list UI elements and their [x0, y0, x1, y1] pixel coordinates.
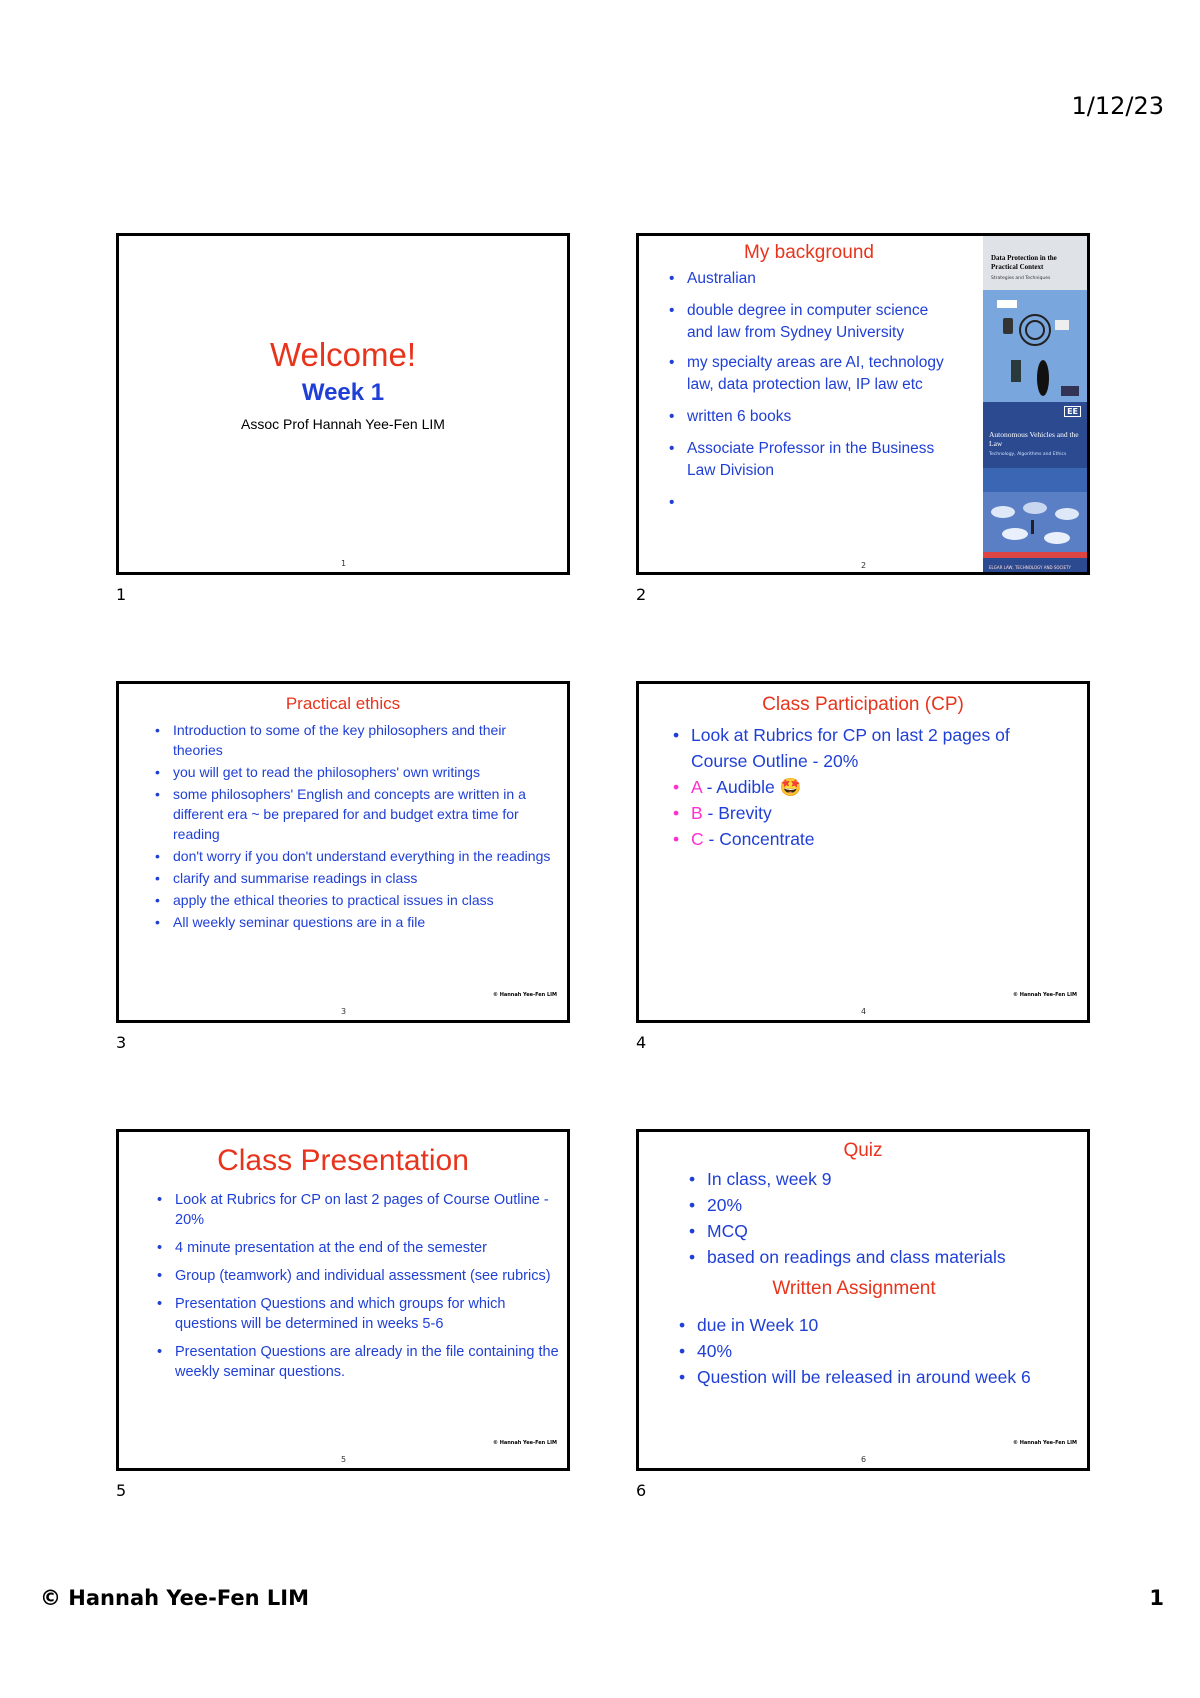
bullet-list: [157, 1190, 560, 1382]
book-title: Autonomous Vehicles and the Law: [989, 430, 1079, 448]
slide-label: 3: [116, 1033, 127, 1052]
list-item: • my specialty areas are AI, technology law, data protection law, IP law etc: [669, 354, 944, 393]
slide-1: [116, 233, 570, 575]
list-item: • Presentation Questions are already in the file containing the weekly seminar questions.: [157, 1344, 559, 1380]
slide-subheading: Written Assignment: [772, 1278, 936, 1299]
bullet-list: [669, 268, 957, 514]
slide-3: [116, 681, 570, 1023]
bullet-icon: •: [157, 1344, 163, 1360]
book-cover-data-protection: [983, 236, 1087, 402]
list-item: • due in Week 10: [697, 1312, 1077, 1338]
bullet-list: [689, 1166, 1067, 1270]
slide-title: Practical ethics: [285, 694, 401, 713]
list-item: • Australian: [687, 268, 957, 290]
slide-5: [116, 1129, 570, 1471]
slide-6: [636, 1129, 1090, 1471]
list-item: • double degree in computer science and law from Sydney University: [669, 302, 929, 341]
bullet-list: [155, 720, 558, 932]
slide-label: 5: [116, 1481, 127, 1500]
slide-page-number: 3: [341, 1007, 347, 1016]
bullet-icon: •: [155, 722, 160, 738]
list-item: • Look at Rubrics for CP on last 2 pages of Course Outline - 20%: [157, 1192, 549, 1228]
list-item: • apply the ethical theories to practical issues in class: [155, 892, 494, 908]
presenter-name: Assoc Prof Hannah Yee-Fen LIM: [241, 416, 445, 432]
list-item: [669, 492, 957, 514]
star-struck-emoji-icon: 🤩: [779, 777, 802, 797]
list-item: • Group (teamwork) and individual assessment (see rubrics): [157, 1268, 551, 1284]
slide-subtitle: Week 1: [301, 379, 385, 406]
slide-4: [636, 681, 1090, 1023]
list-item: • Presentation Questions and which groups for which questions will be determined in weeks 5-6: [157, 1296, 506, 1332]
list-item: • All weekly seminar questions are in a file: [155, 914, 426, 930]
slide-label: 4: [636, 1033, 647, 1052]
bullet-icon: •: [669, 302, 675, 319]
slide-2: [636, 233, 1090, 575]
list-item: • clarify and summarise readings in class: [155, 870, 418, 886]
book-badge: EE: [1064, 406, 1081, 417]
bullet-list: [673, 722, 1071, 852]
list-item: • based on readings and class materials: [707, 1244, 1067, 1270]
list-item: • MCQ: [707, 1218, 1067, 1244]
slide-copyright: © Hannah Yee-Fen LIM: [1012, 1440, 1077, 1446]
book-cover-autonomous-vehicles: [983, 402, 1087, 572]
slide-label: 1: [116, 585, 127, 604]
bullet-icon: •: [155, 870, 160, 886]
bullet-icon: •: [689, 1247, 696, 1267]
slide-page-number: 2: [861, 561, 867, 570]
footer-page-number: 1: [1149, 1586, 1164, 1610]
bullet-icon: •: [669, 440, 675, 457]
bullet-list: [679, 1312, 1077, 1390]
book-title: Data Protection in the Practical Context: [991, 254, 1057, 271]
bullet-icon: •: [669, 270, 675, 287]
slide-copyright: © Hannah Yee-Fen LIM: [492, 1440, 557, 1446]
slide-title: Class Participation (CP): [762, 694, 964, 715]
slide-label: 2: [636, 585, 647, 604]
slide-label: 6: [636, 1481, 647, 1500]
bullet-icon: •: [679, 1367, 686, 1387]
list-item: • 40%: [697, 1338, 1077, 1364]
bullet-icon: •: [157, 1240, 163, 1256]
book-subtitle: Technology, Algorithms and Ethics: [989, 452, 1067, 457]
slide-copyright: © Hannah Yee-Fen LIM: [492, 992, 557, 998]
bullet-icon: •: [155, 892, 160, 908]
footer-copyright: © Hannah Yee-Fen LIM: [40, 1586, 309, 1610]
bullet-icon: •: [669, 408, 675, 425]
bullet-icon: •: [673, 829, 680, 849]
bullet-icon: •: [679, 1341, 686, 1361]
list-item: • some philosophers' English and concepts are written in a different era ~ be prepared for and budget extra time for reading: [155, 786, 526, 842]
bullet-icon: •: [669, 354, 675, 371]
bullet-icon: •: [155, 786, 160, 802]
bullet-icon: •: [689, 1221, 696, 1241]
bullet-icon: •: [689, 1169, 696, 1189]
slide-page-number: 1: [341, 559, 347, 568]
slide-title: Class Presentation: [217, 1144, 469, 1177]
slide-page-number: 4: [861, 1007, 867, 1016]
list-item: • written 6 books: [687, 406, 957, 428]
bullet-icon: •: [155, 764, 160, 780]
bullet-icon: •: [157, 1296, 163, 1312]
book-cover-illustration: [983, 468, 1087, 558]
slide-page-number: 5: [341, 1455, 347, 1464]
book-series: ELGAR LAW, TECHNOLOGY AND SOCIETY: [989, 565, 1071, 570]
list-item: • A - Audible 🤩: [691, 774, 1071, 800]
document-date: 1/12/23: [1071, 92, 1164, 120]
bullet-icon: •: [679, 1315, 686, 1335]
book-subtitle: Strategies and Techniques: [991, 276, 1051, 281]
list-item: • 4 minute presentation at the end of the semester: [157, 1240, 487, 1256]
slide-copyright: © Hannah Yee-Fen LIM: [1012, 992, 1077, 998]
list-item: • In class, week 9: [707, 1166, 1067, 1192]
bullet-icon: •: [673, 777, 680, 797]
slide-title: Welcome!: [269, 336, 417, 373]
slide-page-number: 6: [861, 1455, 867, 1464]
bullet-icon: •: [689, 1195, 696, 1215]
list-item: • C - Concentrate: [691, 826, 1071, 852]
book-cover-illustration: [983, 290, 1087, 402]
list-item: • don't worry if you don't understand everything in the readings: [155, 848, 551, 864]
list-item: • Introduction to some of the key philosophers and their theories: [155, 722, 507, 758]
list-item: • B - Brevity: [691, 800, 1071, 826]
bullet-icon: •: [155, 914, 160, 930]
list-item: • you will get to read the philosophers' own writings: [155, 764, 480, 780]
bullet-icon: •: [155, 848, 160, 864]
list-item: • 20%: [707, 1192, 1067, 1218]
bullet-icon: •: [673, 725, 680, 745]
bullet-icon: •: [673, 803, 680, 823]
slide-title: Quiz: [843, 1140, 883, 1161]
bullet-icon: •: [157, 1268, 163, 1284]
bullet-icon: •: [157, 1192, 163, 1208]
bullet-icon: •: [669, 494, 675, 511]
slide-title: My background: [744, 242, 874, 263]
list-item: • Associate Professor in the Business Law Division: [669, 440, 935, 479]
list-item: • Question will be released in around week 6: [697, 1364, 1077, 1390]
list-item: • Look at Rubrics for CP on last 2 pages of Course Outline - 20%: [691, 722, 1071, 774]
